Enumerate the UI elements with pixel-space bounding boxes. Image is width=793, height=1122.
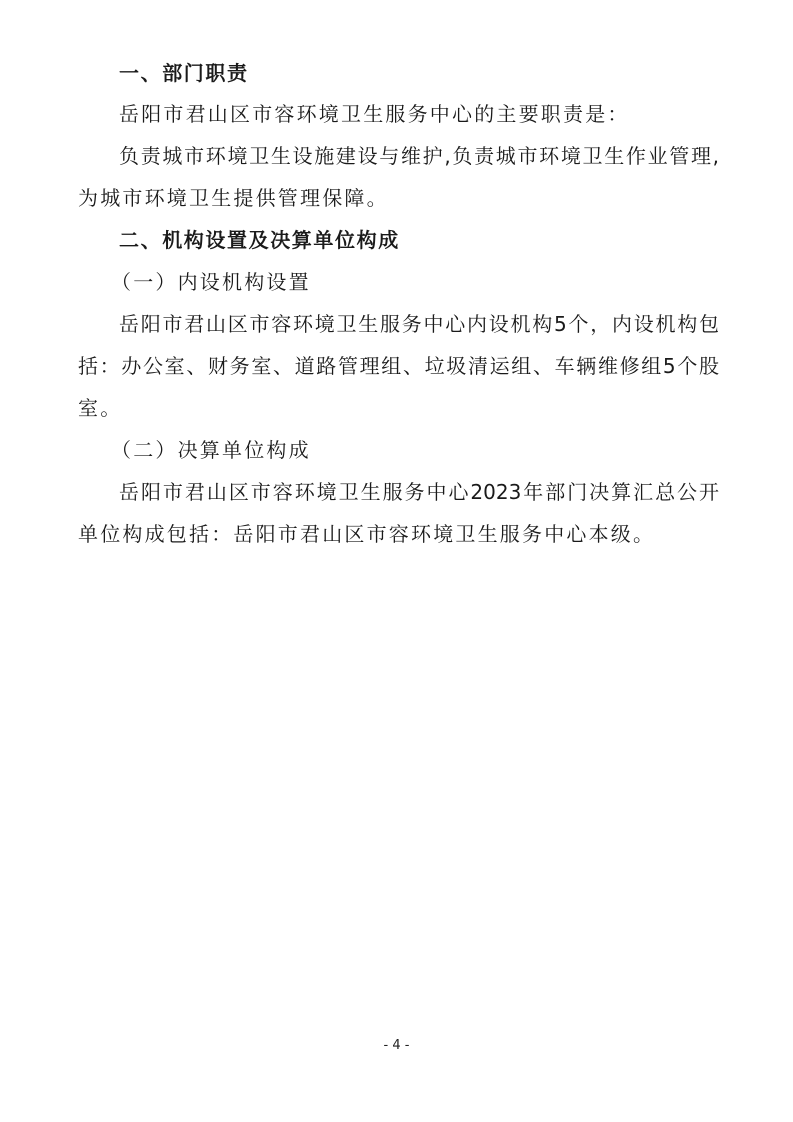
internal-structure-line-3: 室。 — [78, 396, 123, 420]
subsection-heading-budget-units: （二）决算单位构成 — [111, 438, 311, 462]
budget-units-line-2: 单位构成包括：岳阳市君山区市容环境卫生服务中心本级。 — [78, 522, 656, 546]
section-heading-organization: 二、机构设置及决算单位构成 — [119, 228, 400, 252]
duties-text-line-2: 为城市环境卫生提供管理保障。 — [78, 186, 389, 210]
duties-intro-text: 岳阳市君山区市容环境卫生服务中心的主要职责是： — [119, 102, 630, 126]
budget-units-line-1: 岳阳市君山区市容环境卫生服务中心2023年部门决算汇总公开 — [119, 480, 719, 504]
page-number: - 4 - — [383, 1038, 410, 1053]
subsection-heading-internal-structure: （一）内设机构设置 — [111, 270, 311, 294]
internal-structure-line-2: 括：办公室、财务室、道路管理组、垃圾清运组、车辆维修组5个股 — [78, 354, 719, 378]
section-heading-duties: 一、部门职责 — [119, 61, 249, 85]
internal-structure-line-1: 岳阳市君山区市容环境卫生服务中心内设机构5个，内设机构包 — [119, 312, 719, 336]
duties-text-line-1: 负责城市环境卫生设施建设与维护,负责城市环境卫生作业管理, — [119, 144, 719, 168]
